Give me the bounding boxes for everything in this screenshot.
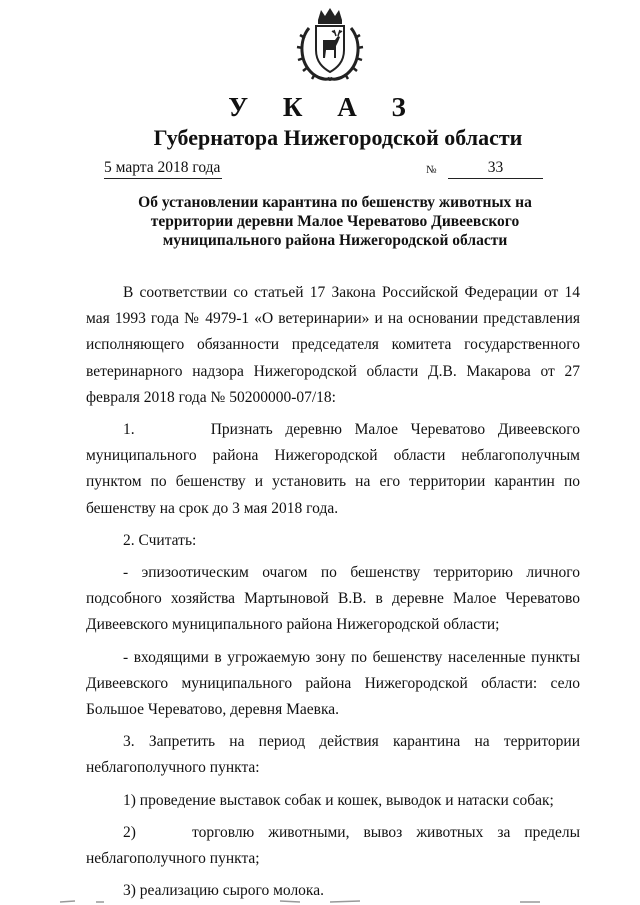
document-subtitle: Губернатора Нижегородской области: [153, 125, 523, 150]
document-title: У К А З: [228, 92, 420, 122]
document-date: 5 марта 2018 года: [104, 159, 222, 179]
paragraph-item-3-2: 2) торговлю животными, вывоз животных за пределы неблагополучного пункта;: [86, 823, 580, 868]
paragraph-item-3-3: 3) реализацию сырого молока.: [123, 882, 324, 900]
paragraph-item-2-b: - входящими в угрожаемую зону по бешенству населенные пункты Дивеевского муниципального района Нижегородской области: село Большое Череватово, деревня Маевка.: [86, 648, 580, 719]
paragraph-item-1: 1. Признать деревню Малое Череватово Дивеевского муниципального района Нижегородской области неблагополучным пунктом по бешенству и установить на его территории карантин по бешенству на срок до 3 мая 2018 года.: [86, 421, 580, 517]
paragraph-item-2-a: - эпизоотическим очагом по бешенству территорию личного подсобного хозяйства Мартыновой В.В. в деревне Малое Череватово Дивеевского муниципального района Нижегородской области;: [86, 564, 580, 634]
document-number: 33: [448, 159, 543, 179]
paragraph-item-3: 3. Запретить на период действия карантина на территории неблагополучного пункта:: [86, 733, 580, 777]
number-label: №: [426, 164, 437, 176]
scan-edge-artifact: [0, 890, 640, 905]
paragraph-item-3-1: 1) проведение выставок собак и кошек, выводок и натаски собак;: [123, 791, 554, 809]
document-body: [86, 280, 580, 904]
coat-of-arms-emblem: [295, 6, 365, 84]
paragraph-preamble: В соответствии со статьей 17 Закона Российской Федерации от 14 мая 1993 года № 4979-1 «О ветеринарии» и на основании представления исполняющего обязанности председателя комитета государственного ветеринарного надзора Нижегородской области Д.В. Макарова от 27 февраля 2018 года № 50200000-07/18:: [86, 284, 580, 406]
heading-line: территории деревни Малое Череватово Дивеевского: [150, 213, 520, 230]
heading-line: Об установлении карантина по бешенству животных на: [138, 194, 532, 211]
paragraph-item-2: 2. Считать:: [123, 531, 197, 549]
heading-line: муниципального района Нижегородской области: [162, 232, 508, 249]
document-heading: [100, 193, 570, 250]
